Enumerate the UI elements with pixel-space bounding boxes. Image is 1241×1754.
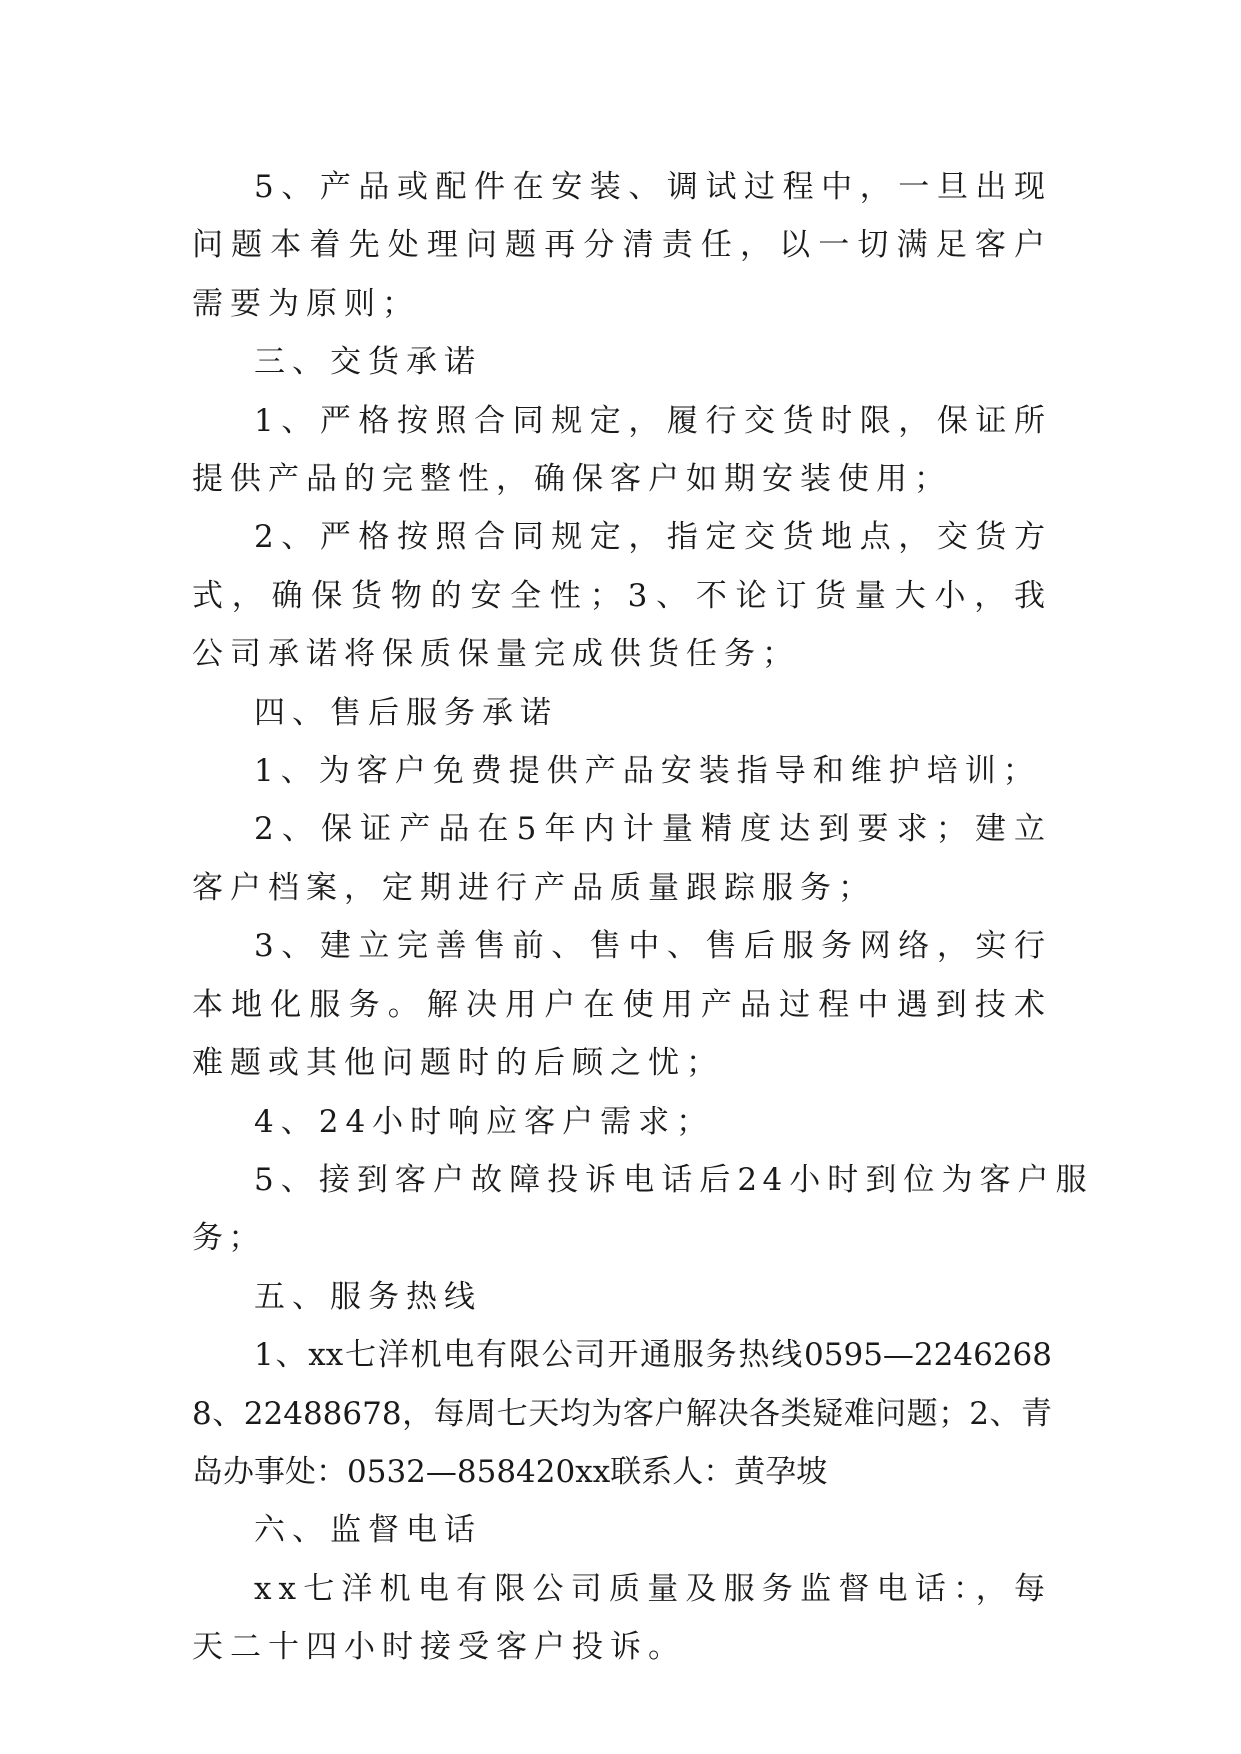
paragraph-after-sales-2: 2、保证产品在5年内计量精度达到要求；建立客户档案，定期进行产品质量跟踪服务；	[192, 811, 1052, 906]
paragraph-installation-principle: 5、产品或配件在安装、调试过程中，一旦出现问题本着先处理问题再分清责任，以一切满足客户需要为原则；	[192, 169, 1052, 322]
section-heading-after-sales: 四、售后服务承诺	[254, 694, 558, 731]
paragraph-delivery-2: 2、严格按照合同规定，指定交货地点，交货方式，确保货物的安全性；3、不论订货量大小，我公司承诺将保质保量完成供货任务；	[192, 519, 1052, 673]
section-heading-hotline: 五、服务热线	[254, 1278, 482, 1315]
section-heading-supervision: 六、监督电话	[254, 1512, 482, 1549]
paragraph-after-sales-5: 5、接到客户故障投诉电话后24小时到位为客户服务；	[192, 1161, 1092, 1257]
paragraph-hotline: 1、xx七洋机电有限公司开通服务热线0595—22462688、22488678，每周七天均为客户解决各类疑难问题；2、青岛办事处：0532—858420xx联系人：黄孕坡	[192, 1337, 1052, 1490]
paragraph-after-sales-3: 3、建立完善售前、售中、售后服务网络，实行本地化服务。解决用户在使用产品过程中遇到技术难题或其他问题时的后顾之忧；	[192, 928, 1052, 1082]
paragraph-supervision: xx七洋机电有限公司质量及服务监督电话：，每天二十四小时接受客户投诉。	[192, 1570, 1052, 1666]
document-body	[192, 158, 1092, 1677]
paragraph-after-sales-1: 1、为客户免费提供产品安装指导和维护培训；	[254, 753, 1041, 790]
paragraph-after-sales-4: 4、24小时响应客户需求；	[254, 1103, 715, 1140]
paragraph-delivery-1: 1、严格按照合同规定，履行交货时限，保证所提供产品的完整性，确保客户如期安装使用；	[192, 402, 1052, 498]
section-heading-delivery: 三、交货承诺	[254, 344, 482, 381]
